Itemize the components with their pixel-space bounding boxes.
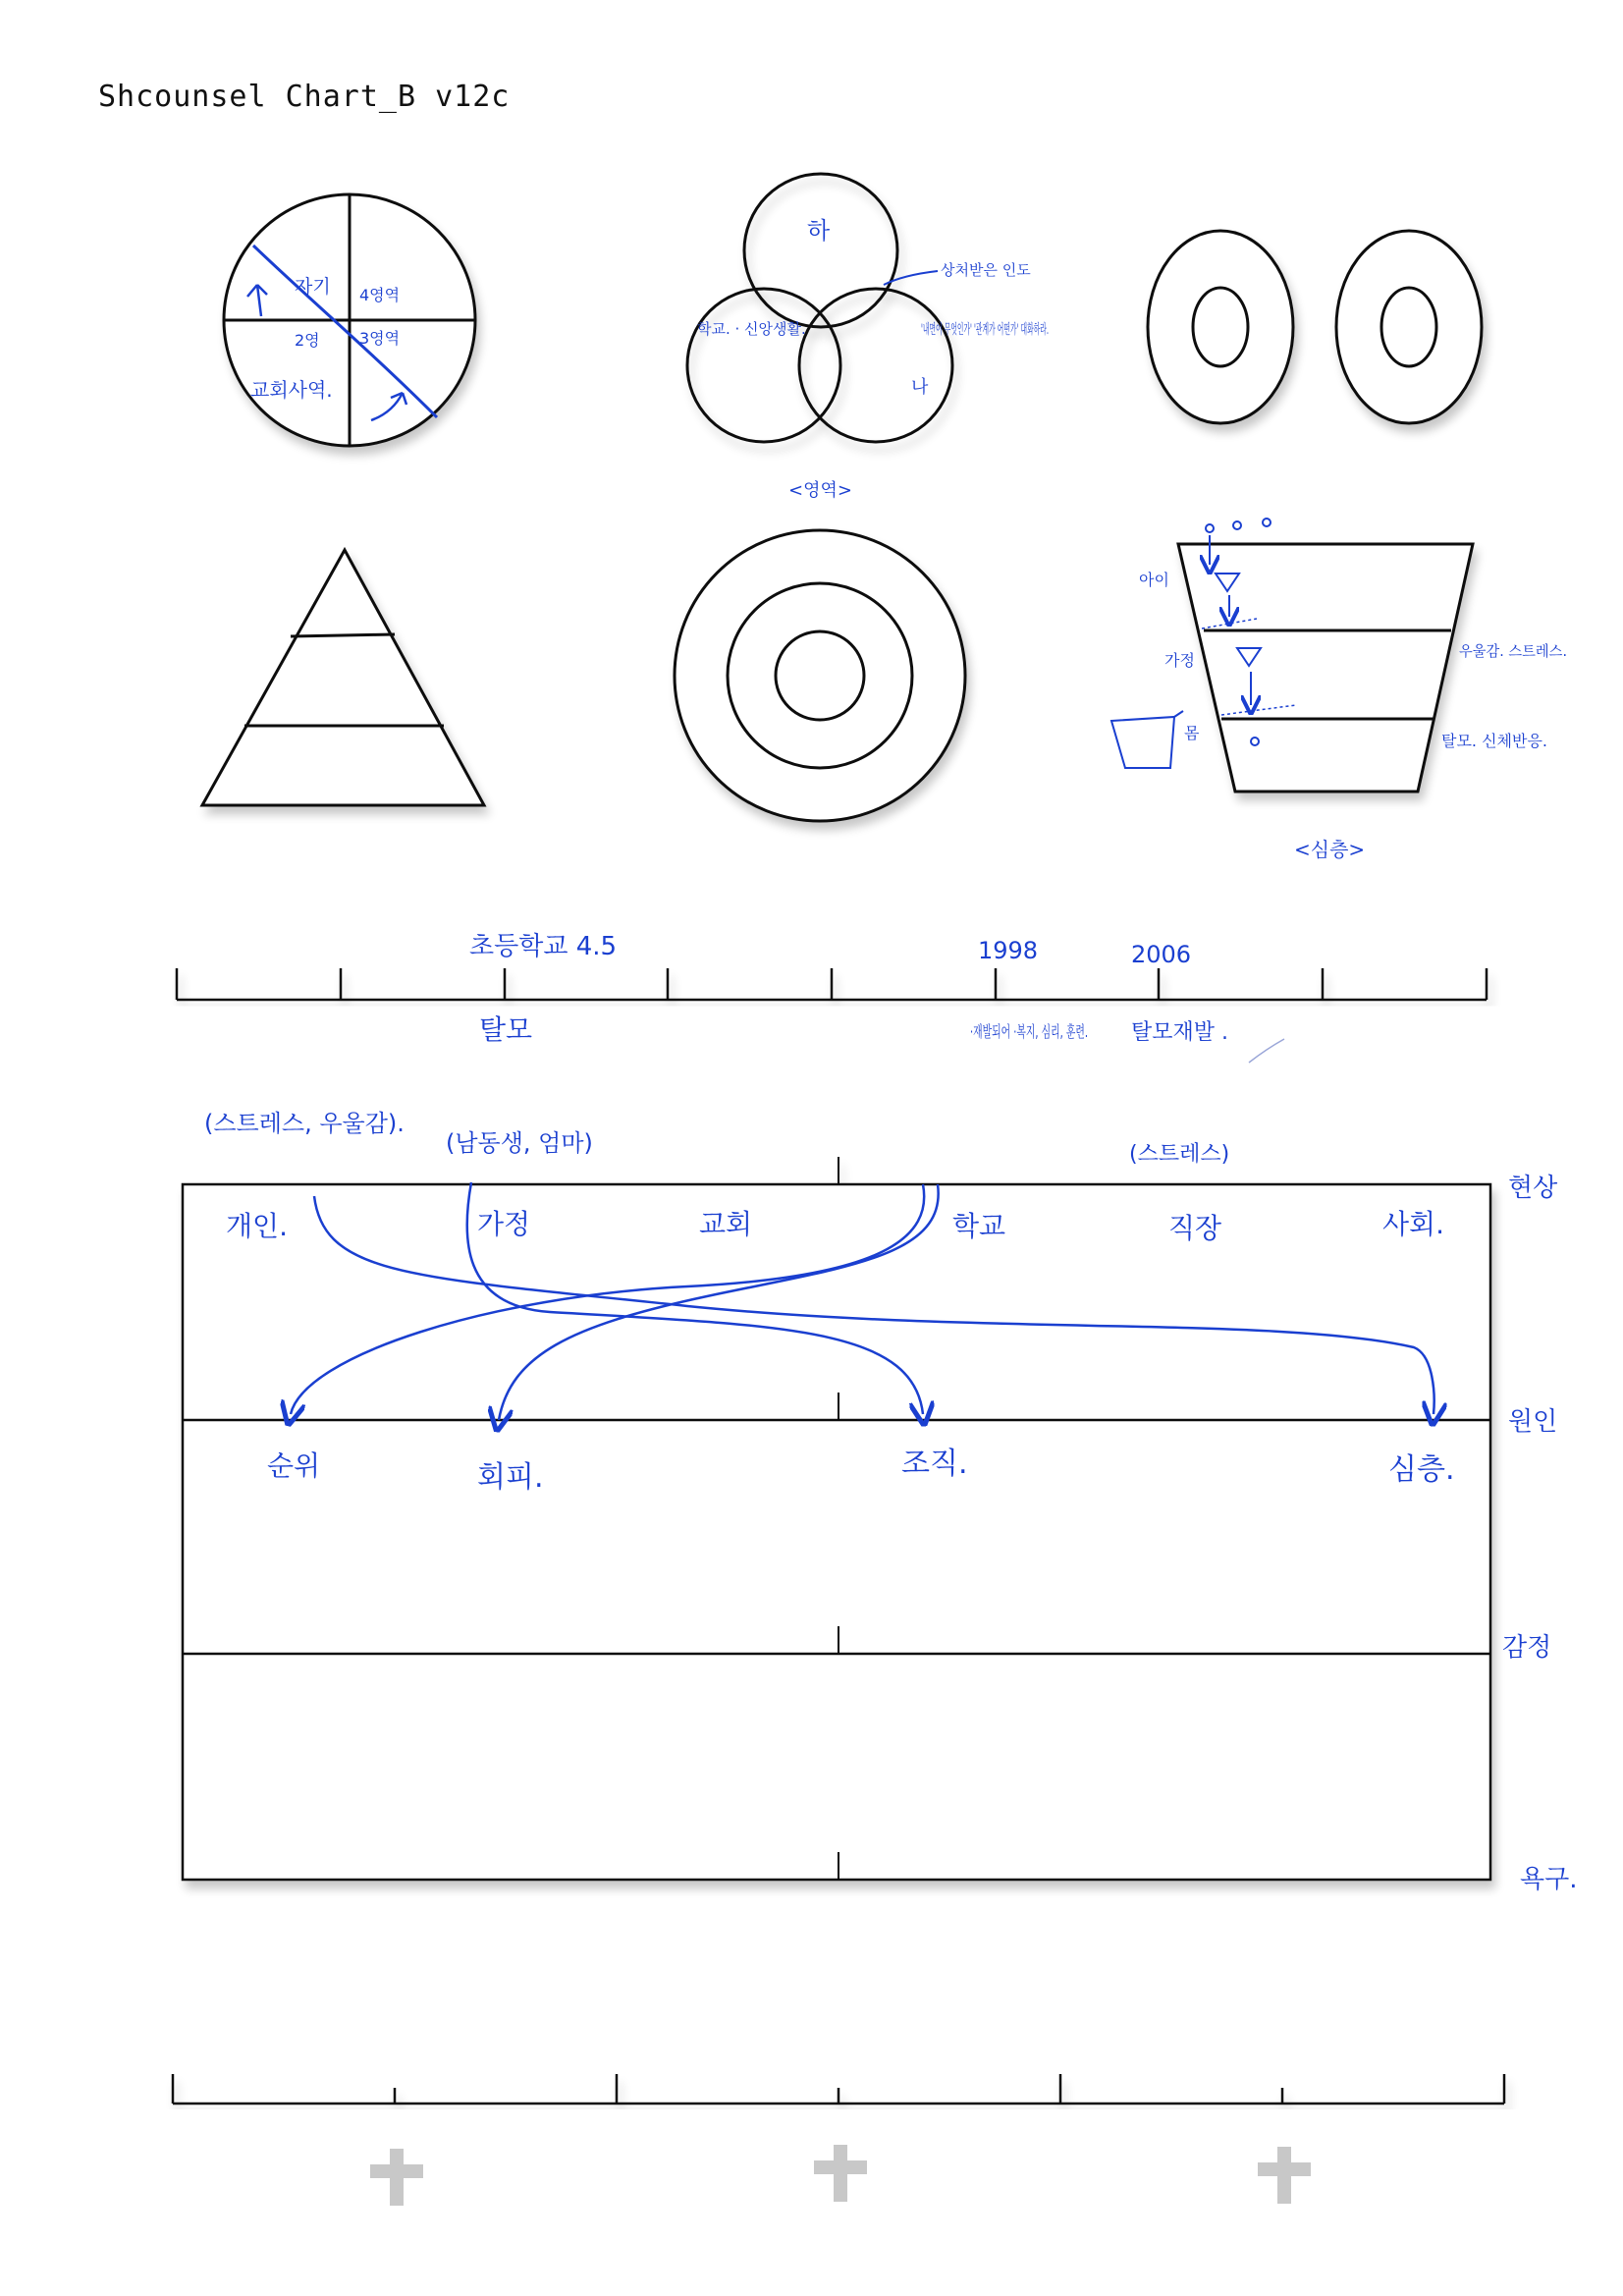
domain-school: 학교 (952, 1210, 1006, 1242)
note-stress: (스트레스) (1129, 1142, 1230, 1167)
timeline-label-hairloss-again: 탈모재발 . (1131, 1020, 1228, 1045)
note-stress-depression: (스트레스, 우울감). (204, 1110, 405, 1137)
cause-avoidance: 회피. (477, 1460, 544, 1495)
timeline-bottom (173, 2074, 1504, 2104)
venn-left-label: 학교. · 신앙생활. (697, 320, 806, 338)
funnel-label-family: 가정 (1164, 651, 1195, 670)
venn-callout: 상처받은 인도 (941, 261, 1031, 279)
venn-top-label: 하 (807, 217, 831, 245)
cross-icon (814, 2145, 867, 2202)
quadrant-label-4: 4영역 (359, 286, 401, 304)
quadrant-label-3: 3영역 (359, 329, 401, 348)
quadrant-label-church: 교회사역. (250, 378, 333, 402)
cause-depth: 심층. (1388, 1452, 1455, 1487)
twin-rings (1148, 231, 1482, 423)
timeline-label-recur: ·재발되어 ·복지, 심리, 훈련. (970, 1022, 1088, 1041)
funnel-caption: <심층> (1294, 838, 1366, 861)
quadrant-label-2: 2영 (295, 331, 320, 350)
funnel-label-body: 몸 (1184, 724, 1200, 742)
venn-right-label: '내면이 무엇인가' '관계가 어떤가' 대화하라. (921, 322, 1184, 338)
row-label-emotion: 감정 (1502, 1633, 1552, 1663)
cause-priority: 순위 (267, 1449, 321, 1482)
funnel-label-child: 아이 (1139, 571, 1169, 589)
domain-individual: 개인. (226, 1210, 288, 1242)
cross-icon (1258, 2147, 1311, 2204)
chart-title: Shcounsel Chart_B v12c (98, 80, 511, 114)
timeline-label-2006: 2006 (1131, 941, 1192, 968)
venn-caption: <영역> (788, 480, 852, 501)
quadrant-circle (224, 194, 475, 446)
row-label-phenomenon: 현상 (1508, 1174, 1558, 1203)
venn-small-label: 나 (911, 377, 929, 398)
venn-diagram (687, 174, 952, 442)
concentric-circles (675, 530, 965, 821)
timeline-label-hairloss: 탈모 (479, 1013, 533, 1046)
domain-family: 가정 (477, 1208, 531, 1240)
quadrant-label-self: 자기 (295, 276, 331, 298)
domain-society: 사회. (1382, 1208, 1444, 1240)
timeline-top (177, 968, 1487, 1000)
row-label-cause: 원인 (1508, 1407, 1558, 1437)
timeline-label-elementary: 초등학교 4.5 (469, 932, 618, 961)
cause-organization: 조직. (901, 1447, 968, 1481)
funnel (1178, 544, 1473, 792)
funnel-label-right-2: 탈모. 신체반응. (1441, 732, 1547, 750)
venn-annotations (697, 217, 1184, 501)
pyramid (202, 550, 484, 805)
row-label-need: 욕구. (1520, 1865, 1578, 1894)
timeline-top-annotations (469, 932, 1284, 1063)
cross-icon (370, 2149, 423, 2206)
funnel-label-right-1: 우울감. 스트레스. (1459, 642, 1567, 660)
timeline-label-1998: 1998 (978, 937, 1039, 964)
note-brother-mother: (남동생, 엄마) (446, 1129, 593, 1157)
domain-work: 직장 (1168, 1212, 1222, 1244)
domain-church: 교회 (699, 1208, 753, 1240)
